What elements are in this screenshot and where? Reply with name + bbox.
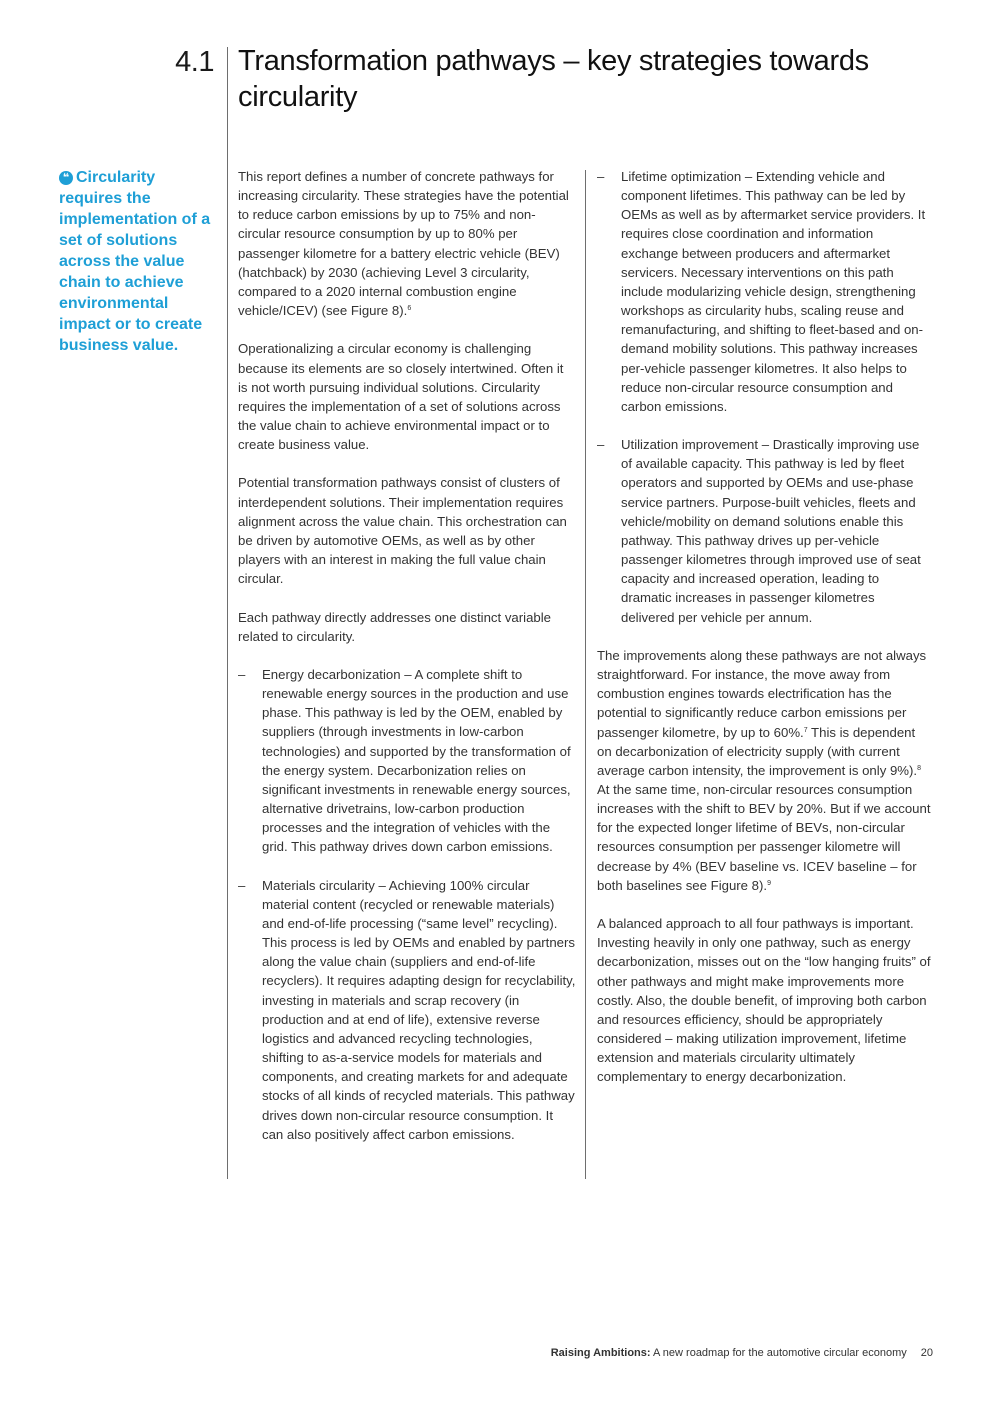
section-number: 4.1 xyxy=(175,46,214,78)
list-item: – Materials circularity – Achieving 100% circular material content (recycled or renewable materials) and end-of-life processing (“same level” recycling). This process is led by OEMs and enabled by partners along the value chain (suppliers and end-of-life recyclers). It requires adapting design for recyclability, investing in materials and scrap recovery (in production and at end of life), extensive reverse logistics and advanced recycling technologies, shifting to as-a-service models for materials and components, and creating markets for and adequate stocks of all kinds of recycled materials. This pathway drives down non-circular resource consumption. It can also positively affect carbon emissions. xyxy=(238,877,576,1142)
bullet-dash: – xyxy=(238,667,246,682)
footnote-ref: 6 xyxy=(407,305,412,313)
column-divider xyxy=(585,170,586,1179)
paragraph: The improvements along these pathways are not always straightforward. For instance, the move away from combustion engines towards electrification has the potential to significantly reduce carbon emissions per passenger kilometre, by up to 60%.$^7$ This is dependent on decarbonization of electricity supply (with current average carbon intensity, the improvement is only 9%).$^8$ At the same time, non-circular resources consumption increases with the shift to BEV by 20%. But if we account for the expected longer lifetime of BEVs, non-circular resources consumption per passenger kilometre will decrease by 4% (BEV baseline vs. ICEV baseline – for both baselines see Figure 8).$^9$ xyxy=(597,647,931,893)
list-item: – Utilization improvement – Drastically improving use of available capacity. This pathway is led by fleet operators and supported by OEMs and use-phase service partners. Purpose-built vehicles, fleets and vehicle/mobility on demand solutions enable this pathway. This pathway drives up per-vehicle passenger kilometres through improved use of seat capacity and increased operation, leading to dramatic increases in passenger kilometres delivered per vehicle per annum. xyxy=(597,437,921,625)
right-column xyxy=(597,167,931,1106)
bullet-dash: – xyxy=(597,169,605,184)
footer-report-title: Raising Ambitions: xyxy=(550,1347,651,1359)
pathway-list xyxy=(238,665,576,1144)
footnote-ref: 9 xyxy=(767,879,771,887)
bullet-dash: – xyxy=(597,437,605,453)
bullet-dash: – xyxy=(238,877,246,893)
paragraph: This report defines a number of concrete pathways for increasing circularity. These strategies have the potential to reduce carbon emissions by up to 75% and non-circular resource consumption by up to 80% per passenger kilometre for a battery electric vehicle (BEV) (hatchback) by 2030 (achieving Level 3 circularity, compared to a 2020 internal combustion engine vehicle/ICEV) (see Figure 8).$^6$ xyxy=(238,169,569,319)
title-divider xyxy=(227,47,228,1179)
paragraph: Each pathway directly addresses one distinct variable related to circularity. xyxy=(238,609,552,644)
pathway-list xyxy=(597,167,931,627)
pull-quote xyxy=(59,167,219,356)
pull-quote-text: Circularity requires the implementation of a set of solutions across the value chain to achieve environmental impact or to create business value. xyxy=(59,169,211,354)
page-number: 20 xyxy=(920,1347,933,1359)
paragraph: Potential transformation pathways consist of clusters of interdependent solutions. Their implementation requires alignment across the value chain. This orchestration can be driven by automotive OEMs, as well as by other players with an interest in making the full value chain circular. xyxy=(238,475,567,587)
list-item: – Energy decarbonization – A complete shift to renewable energy sources in the production and use phase. This pathway is led by the OEM, enabled by suppliers (through investments in low-carbon technologies) and supported by the transformation of the energy system. Decarbonization relies on significant investments in renewable energy sources, alternative drivetrains, low-carbon production processes and the integration of vehicles with the grid. This pathway drives down carbon emissions. xyxy=(238,667,571,855)
paragraph: A balanced approach to all four pathways is important. Investing heavily in only one pathway, such as energy decarbonization, misses out on the “low hanging fruits” of other pathways and might make improvements more costly. Also, the double benefit, of improving both carbon and resources efficiency, should be appropriately considered – making utilization improvement, lifetime extension and materials circularity ultimately complementary to energy decarbonization. xyxy=(597,916,931,1085)
paragraph: Operationalizing a circular economy is challenging because its elements are so closely intertwined. Often it is not worth pursuing individual solutions. Circularity requires the implementation of a set of solutions across the value chain to achieve environmental impact or to create business value. xyxy=(238,341,564,453)
footnote-ref: 8 xyxy=(917,764,921,772)
left-column xyxy=(238,167,576,1163)
page-footer xyxy=(440,1347,933,1359)
list-item: – Lifetime optimization – Extending vehicle and component lifetimes. This pathway can be led by OEMs as well as by aftermarket service providers. It requires close coordination and information exchange between producers and aftermarket servicers. Necessary interventions on this path include modularizing vehicle design, strengthening workshops as circularity hubs, scaling reuse and remanufacturing, and shifting to fleet-based and on-demand mobility solutions. This pathway increases per-vehicle passenger kilometres. It also helps to reduce non-circular resource consumption and carbon emissions. xyxy=(597,169,926,414)
footnote-ref: 7 xyxy=(803,726,808,734)
footer-subtitle: A new roadmap for the automotive circular economy xyxy=(650,1347,907,1359)
page-title: Transformation pathways – key strategies towards circularity xyxy=(238,45,869,113)
quote-icon: ❝ xyxy=(59,171,73,185)
